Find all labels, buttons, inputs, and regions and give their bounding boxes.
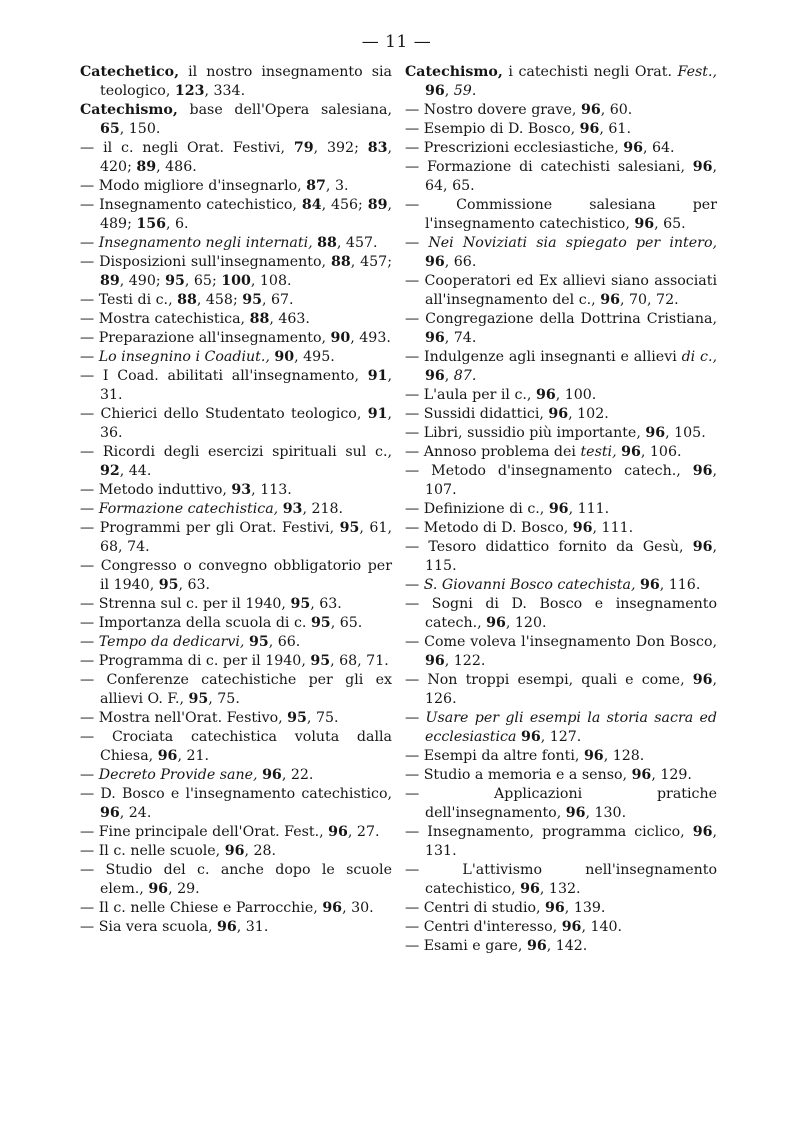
entry-text: — [405,235,429,251]
entry-text: , 129. [651,767,692,783]
index-entry [80,405,392,443]
entry-bold-text: 96 [157,748,178,764]
entry-text: , 31. [236,919,269,935]
entry-text: , 139. [564,900,606,916]
entry-bold-text: 95 [287,710,307,726]
entry-text: , 142. [546,938,588,954]
entry-text: — Strenna sul c. per il 1940, [80,596,291,612]
entry-bold-text: 96 [692,159,713,175]
index-entry [80,139,392,177]
entry-text: , 126. [425,672,717,707]
index-entry [405,462,717,500]
entry-text: , 63. [178,577,211,593]
entry-bold-text: Catechismo, [405,64,503,80]
entry-text: , 130. [585,805,627,821]
entry-bold-text: 96 [486,615,506,631]
entry-text: — [80,634,99,650]
entry-bold-text: 95 [188,691,209,707]
entry-italic-text: S. Giovanni Bosco catechista, [423,577,636,593]
entry-bold-text: 96 [425,653,445,669]
entry-text: , 67. [261,292,294,308]
index-entry [80,861,392,899]
index-entry [80,614,392,633]
index-entry [80,766,392,785]
index-entry [405,310,717,348]
entry-text: — Applicazioni pratiche dell'insegnamento, [405,786,717,821]
entry-text: , 420; [100,140,392,175]
entry-text: — [80,235,99,251]
entry-text: — Testi di c., [80,292,178,308]
entry-text: , 120. [505,615,547,631]
index-entry [80,101,392,139]
index-entry [80,633,392,652]
entry-text: — Libri, sussidio più importante, [405,425,646,441]
entry-text: — Programmi per gli Orat. Festivi, [80,520,340,536]
entry-text: — Modo migliore d'insegnarlo, [80,178,307,194]
index-entry [405,443,717,462]
entry-text: , 65. [654,216,686,232]
entry-bold-text: 92 [100,463,120,479]
entry-bold-text: 96 [583,748,604,764]
entry-text: , 66. [268,634,301,650]
entry-bold-text: 96 [224,843,245,859]
index-entry [405,158,717,196]
index-entry [80,557,392,595]
entry-text: — Mostra nell'Orat. Festivo, [80,710,288,726]
entry-text: , 75. [306,710,339,726]
entry-bold-text: 93 [231,482,252,498]
entry-text: , 3. [325,178,349,194]
entry-bold-text: 96 [322,900,343,916]
entry-text: , 490; [119,273,166,289]
index-entry [405,576,717,595]
entry-bold-text: 96 [520,881,540,897]
entry-bold-text: 95 [310,653,331,669]
entry-text: — Crociata catechistica voluta dalla Chiesa, [80,729,392,764]
entry-text: , 44. [119,463,152,479]
entry-text: , 64, 65. [425,159,717,194]
entry-text: — Cooperatori ed Ex allievi siano associati all'insegnamento del c., [405,273,717,308]
entry-bold-text: 83 [367,140,388,156]
entry-text: , 65. [330,615,363,631]
index-entry [80,519,392,557]
entry-text: — Mostra catechistica, [80,311,250,327]
entry-text: , 60. [600,102,633,118]
entry-text: , 61. [599,121,631,137]
entry-text: — Metodo induttivo, [80,482,232,498]
entry-text: , 63. [310,596,342,612]
entry-text: — Il c. nelle scuole, [80,843,225,859]
entry-bold-text: 90 [274,349,295,365]
entry-text: , 6. [166,216,189,232]
entry-text: — [80,767,99,783]
entry-text: — Indulgenze agli insegnanti e allievi [405,349,682,365]
index-entry [80,481,392,500]
entry-text: , 27. [347,824,380,840]
entry-text: — Studio del c. anche dopo le scuole elem., [80,862,392,897]
entry-bold-text: 96 [561,919,582,935]
entry-text: , 30. [342,900,374,916]
entry-text: , 102. [568,406,609,422]
entry-text: , 457. [336,235,378,251]
entry-text: — L'aula per il c., [405,387,536,403]
entry-text: , 107. [425,463,717,498]
entry-text: — Congregazione della Dottrina Cristiana, [405,311,717,327]
entry-bold-text: 96 [600,292,620,308]
index-column-left [80,63,392,937]
entry-text: i catechisti negli Orat. [502,64,678,80]
entry-text: — Esempi da altre fonti, [405,748,584,764]
entry-bold-text: 123 [174,83,205,99]
entry-bold-text: 91 [367,406,388,422]
entry-text: , 28. [244,843,277,859]
index-entry [80,310,392,329]
entry-bold-text: 96 [621,444,641,460]
index-entry [405,861,717,899]
entry-bold-text: 96 [425,83,445,99]
entry-text: , 21. [177,748,210,764]
entry-bold-text: 79 [293,140,314,156]
index-entry [405,937,717,956]
entry-text: — Studio a memoria e a senso, [405,767,632,783]
index-entry [80,329,392,348]
index-entry [405,424,717,443]
entry-bold-text: 89 [100,273,120,289]
entry-bold-text: 96 [565,805,586,821]
entry-bold-text: 88 [317,235,337,251]
entry-text: , 493. [350,330,391,346]
index-column-right [405,63,717,956]
entry-bold-text: 96 [579,121,600,137]
entry-bold-text: Catechetico, [80,64,180,80]
entry-text: — Definizione di c., [405,501,549,517]
entry-bold-text: 95 [248,634,269,650]
entry-text: — Programma di c. per il 1940, [80,653,311,669]
index-entry [405,823,717,861]
entry-text: , 22. [281,767,314,783]
entry-text: , 116. [659,577,701,593]
index-entry [80,728,392,766]
entry-text: — Insegnamento catechistico, [80,197,302,213]
entry-bold-text: 84 [301,197,322,213]
entry-text: , 334. [204,83,246,99]
index-entry [80,842,392,861]
entry-text: , 131. [425,824,717,859]
entry-text: — Preparazione all'insegnamento, [80,330,331,346]
entry-bold-text: 65 [100,121,120,137]
entry-text: — Sogni di D. Bosco e insegnamento catech., [405,596,717,631]
entry-text: — Nostro dovere grave, [405,102,581,118]
index-entry [80,823,392,842]
entry-bold-text: 95 [339,520,360,536]
entry-text: , 75. [208,691,240,707]
entry-italic-text: Insegnamento negli internati, [98,235,313,251]
entry-text: , 392; [313,140,368,156]
entry-text: , 463. [269,311,310,327]
entry-bold-text: 96 [692,672,713,688]
index-entry [80,899,392,918]
index-entry [405,747,717,766]
entry-text: , 70, 72. [619,292,679,308]
entry-bold-text: 100 [221,273,251,289]
entry-bold-text: 96 [548,406,569,422]
entry-bold-text: 95 [310,615,331,631]
index-entry [405,386,717,405]
entry-text: , 64. [642,140,675,156]
entry-text: , 132. [539,881,581,897]
entry-text: , 108. [250,273,292,289]
entry-text: — Esempio di D. Bosco, [405,121,580,137]
entry-italic-text: di c., [681,349,717,365]
entry-text: — [80,349,99,365]
entry-text: , 111. [568,501,610,517]
entry-text: — il c. negli Orat. Festivi, [80,140,294,156]
index-entry [80,671,392,709]
index-entry [80,652,392,671]
index-entry [405,234,717,272]
entry-text: — Prescrizioni ecclesiastiche, [405,140,624,156]
entry-text: , 122. [444,653,486,669]
entry-text: , 105. [665,425,706,441]
entry-text: , 65; [184,273,222,289]
entry-bold-text: 91 [367,368,388,384]
entry-text: , 150. [119,121,161,137]
entry-bold-text: 96 [645,425,666,441]
entry-text: — Metodo d'insegnamento catech., [405,463,693,479]
entry-italic-text: Decreto Provide sane, [98,767,258,783]
index-entry [80,63,392,101]
entry-text: , 128. [603,748,645,764]
entry-italic-text: Tempo da dedicarvi, [98,634,245,650]
entry-text: , 68, 71. [330,653,389,669]
entry-bold-text: 96 [692,824,713,840]
entry-bold-text: 96 [425,254,445,270]
index-entry [80,595,392,614]
entry-text: — Centri di studio, [405,900,546,916]
entry-text: , 36. [100,406,392,441]
entry-italic-text: Usare per gli esempi la storia sacra ed ecclesiastica [425,710,717,745]
index-entry [405,785,717,823]
entry-text: — Centri d'interesso, [405,919,562,935]
entry-text: , 456; [321,197,368,213]
index-entry [80,291,392,310]
entry-italic-text: 59. [453,83,477,99]
entry-bold-text: 96 [631,767,652,783]
entry-bold-text: 88 [249,311,270,327]
index-entry [80,253,392,291]
entry-text: — Insegnamento, programma ciclico, [405,824,693,840]
entry-bold-text: 96 [634,216,655,232]
entry-text: — Esami e gare, [405,938,527,954]
entry-bold-text: 96 [520,729,541,745]
entry-text: , 115. [425,539,717,574]
entry-bold-text: 96 [535,387,556,403]
entry-bold-text: 95 [242,292,262,308]
index-entry [80,918,392,937]
index-entry [80,500,392,519]
entry-text: — [405,577,424,593]
entry-text: , 24. [119,805,152,821]
entry-text: — L'attivismo nell'insegnamento catechistico, [405,862,717,897]
entry-italic-text: Nei Noviziati sia spiegato per intero, [428,235,717,251]
entry-bold-text: Catechismo, [80,102,178,118]
entry-bold-text: 87 [306,178,326,194]
entry-text: , 106. [640,444,682,460]
page-number: — 11 — [361,32,432,52]
entry-text: — D. Bosco e l'insegnamento catechistico, [80,786,392,802]
entry-text: — Chierici dello Studentato teologico, [80,406,368,422]
entry-text: — Non troppi esempi, quali e come, [405,672,693,688]
entry-bold-text: 96 [572,520,593,536]
entry-bold-text: 93 [282,501,303,517]
index-entry [405,63,717,101]
index-entry [405,348,717,386]
entry-bold-text: 96 [262,767,282,783]
entry-text: , 74. [444,330,477,346]
entry-bold-text: 89 [136,159,157,175]
index-entry [405,101,717,120]
entry-text: , 495. [294,349,335,365]
entry-text: — Conferenze catechistiche per gli ex allievi O. F., [80,672,392,707]
entry-text: base dell'Opera salesiana, [177,102,392,118]
entry-bold-text: 96 [692,539,713,555]
index-entry [405,766,717,785]
entry-text: — Il c. nelle Chiese e Parrocchie, [80,900,323,916]
index-entry [405,633,717,671]
entry-text: — [80,501,99,517]
entry-text: , 111. [592,520,634,536]
index-entry [405,918,717,937]
entry-text: — Sia vera scuola, [80,919,218,935]
index-entry [80,348,392,367]
index-entry [405,405,717,424]
entry-italic-text: Formazione catechistica, [98,501,279,517]
entry-text: — Annoso problema dei [405,444,581,460]
index-entry [405,120,717,139]
entry-bold-text: 96 [545,900,565,916]
entry-bold-text: 90 [330,330,351,346]
entry-italic-text: Lo insegnino i Coadiut., [98,349,270,365]
index-entry [80,196,392,234]
entry-text: , 489; [100,197,392,232]
entry-bold-text: 88 [330,254,351,270]
entry-text: — [405,710,426,726]
index-entry [405,709,717,747]
entry-text: — Metodo di D. Bosco, [405,520,573,536]
entry-text: — Importanza della scuola di c. [80,615,311,631]
entry-text: , 218. [302,501,344,517]
entry-text: — Tesoro didattico fornito da Gesù, [405,539,693,555]
index-entry [80,177,392,196]
entry-text: , 127. [540,729,582,745]
entry-text: — Come voleva l'insegnamento Don Bosco, [405,634,717,650]
index-entry [80,443,392,481]
entry-text: , 100. [555,387,597,403]
entry-italic-text: testi, [580,444,617,460]
entry-bold-text: 96 [623,140,643,156]
entry-italic-text: Fest., [677,64,717,80]
entry-bold-text: 96 [526,938,547,954]
entry-bold-text: 96 [425,330,445,346]
entry-text: il nostro insegnamento sia teologico, [100,64,392,99]
entry-bold-text: 96 [148,881,169,897]
entry-bold-text: 95 [290,596,311,612]
entry-text: — Fine principale dell'Orat. Fest., [80,824,329,840]
entry-text: — Formazione di catechisti salesiani, [405,159,693,175]
entry-bold-text: 96 [639,577,660,593]
entry-text: , 458; [196,292,243,308]
entry-bold-text: 89 [367,197,388,213]
index-entry [405,538,717,576]
entry-text: — Commissione salesiana per l'insegnamento catechistico, [405,197,717,232]
entry-text: , 61, 68, 74. [100,520,392,555]
entry-bold-text: 96 [580,102,601,118]
entry-bold-text: 95 [165,273,185,289]
index-entry [405,519,717,538]
index-entry [405,196,717,234]
index-entry [405,595,717,633]
index-entry [80,709,392,728]
index-entry [405,500,717,519]
index-entry [405,139,717,158]
entry-text: — I Coad. abilitati all'insegnamento, [80,368,368,384]
index-entry [80,367,392,405]
entry-text: , 66. [444,254,477,270]
entry-bold-text: 96 [328,824,348,840]
index-entry [405,899,717,918]
entry-text: , 457; [350,254,392,270]
entry-bold-text: 96 [100,805,120,821]
entry-bold-text: 96 [425,368,445,384]
entry-bold-text: 156 [136,216,166,232]
entry-italic-text: 87. [453,368,477,384]
entry-text: — Disposizioni sull'insegnamento, [80,254,331,270]
entry-text: — Sussidi didattici, [405,406,549,422]
index-entry [80,234,392,253]
entry-text: — Ricordi degli esercizi spirituali sul c., [80,444,392,460]
entry-bold-text: 96 [548,501,569,517]
index-entry [80,785,392,823]
entry-text: , [444,368,454,384]
entry-bold-text: 96 [217,919,237,935]
entry-bold-text: 95 [158,577,179,593]
entry-text: — Congresso o convegno obbligatorio per il 1940, [80,558,392,593]
entry-bold-text: 88 [177,292,197,308]
entry-text: , 486. [156,159,197,175]
entry-text: , 140. [581,919,623,935]
entry-bold-text: 96 [692,463,713,479]
entry-text: , 31. [100,368,392,403]
entry-text: , 29. [168,881,200,897]
index-entry [405,671,717,709]
index-entry [405,272,717,310]
entry-text: , 113. [251,482,292,498]
entry-text: , [444,83,454,99]
